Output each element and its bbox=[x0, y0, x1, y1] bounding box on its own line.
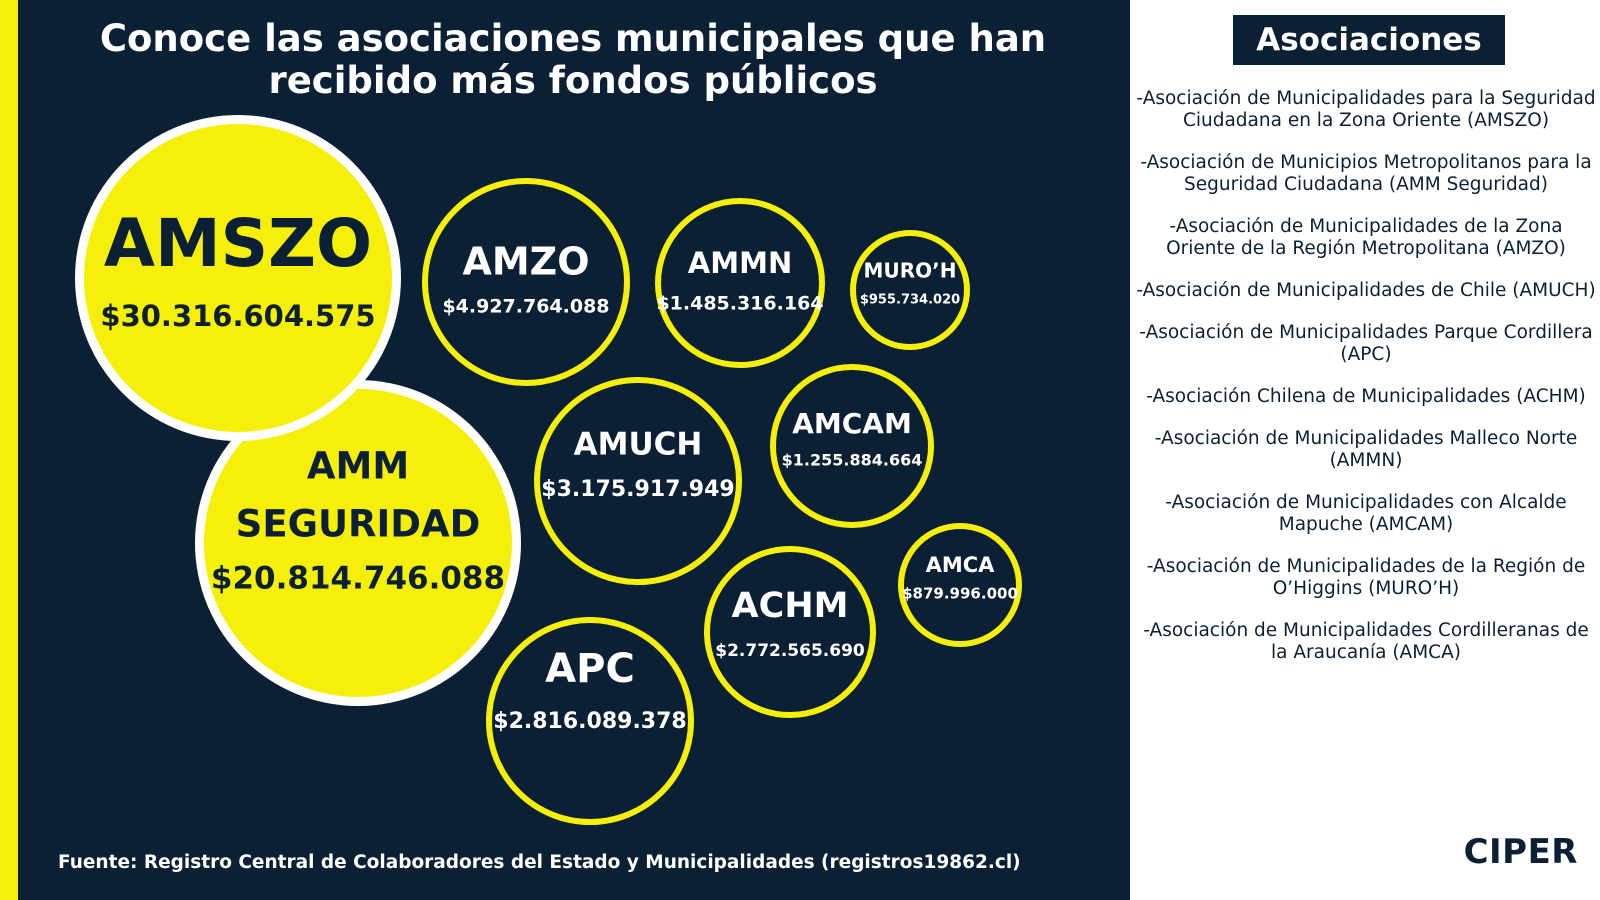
bubble-label: AMCAM bbox=[792, 407, 912, 440]
bubble-label: AMZO bbox=[462, 239, 590, 284]
association-item: -Asociación de Municipalidades con Alcalde Mapuche (AMCAM) bbox=[1165, 492, 1567, 535]
source-note: Fuente: Registro Central de Colaboradores del Estado y Municipalidades (registros19862.cl) bbox=[58, 852, 1021, 873]
bubble-amca bbox=[901, 526, 1019, 644]
bubble-ammn bbox=[656, 201, 823, 365]
association-item: -Asociación de Municipalidades Malleco Norte (AMMN) bbox=[1154, 428, 1578, 471]
bubble-label: APC bbox=[545, 646, 635, 692]
bubble-value: $1.485.316.164 bbox=[656, 292, 824, 315]
bubble-value: $4.927.764.088 bbox=[442, 295, 610, 318]
bubble-value: $955.734.020 bbox=[859, 292, 961, 308]
bubble-circle bbox=[853, 233, 967, 347]
bubble-value: $3.175.917.949 bbox=[541, 477, 735, 502]
page-title: Conoce las asociaciones municipales que han recibido más fondos públicos bbox=[99, 17, 1047, 102]
bubble-value: $2.816.089.378 bbox=[493, 709, 687, 734]
bubble-achm bbox=[707, 549, 873, 715]
ciper-logo: CIPER bbox=[1463, 832, 1578, 872]
association-item: -Asociación de Municipalidades de la Región de O’Higgins (MURO’H) bbox=[1146, 556, 1586, 599]
bubble-value: $20.814.746.088 bbox=[210, 560, 506, 597]
bubble-circle bbox=[658, 201, 822, 365]
bubble-apc bbox=[489, 620, 691, 822]
bubble-label: AMMN bbox=[687, 246, 793, 280]
bubble-label: AMM bbox=[306, 444, 410, 488]
bubble-value: $879.996.000 bbox=[902, 584, 1018, 603]
bubble-amcam bbox=[773, 367, 931, 525]
bubble-amszo bbox=[75, 115, 401, 441]
association-list bbox=[1136, 88, 1596, 684]
bubble-label: AMSZO bbox=[103, 205, 373, 283]
sidebar-heading: Asociaciones bbox=[1233, 15, 1505, 65]
bubble-value: $30.316.604.575 bbox=[100, 299, 376, 333]
association-item: -Asociación Chilena de Municipalidades (ACHM) bbox=[1146, 386, 1586, 407]
bubble-value: $2.772.565.690 bbox=[715, 641, 865, 661]
bubble-circle bbox=[773, 367, 931, 525]
bubble-label: AMCA bbox=[925, 553, 995, 577]
association-item: -Asociación de Municipios Metropolitanos para la Seguridad Ciudadana (AMM Seguridad) bbox=[1140, 152, 1592, 195]
bubble-value: $1.255.884.664 bbox=[781, 450, 923, 470]
main-panel bbox=[18, 0, 1130, 900]
bubble-amuch bbox=[537, 380, 739, 582]
association-item: -Asociación de Municipalidades de la Zona Oriente de la Región Metropolitana (AMZO) bbox=[1166, 216, 1566, 259]
association-item: -Asociación de Municipalidades Cordilleranas de la Araucanía (AMCA) bbox=[1143, 620, 1589, 663]
association-item: -Asociación de Municipalidades de Chile (AMUCH) bbox=[1136, 280, 1596, 301]
bubble-label: SEGURIDAD bbox=[235, 502, 481, 546]
association-item: -Asociación de Municipalidades para la Seguridad Ciudadana en la Zona Oriente (AMSZO) bbox=[1136, 88, 1596, 131]
bubble-label: AMUCH bbox=[573, 426, 703, 463]
bubble-label: ACHM bbox=[731, 586, 849, 626]
bubble-amzo bbox=[425, 181, 627, 383]
accent-strip bbox=[0, 0, 18, 900]
bubble-chart bbox=[18, 0, 1130, 900]
bubble-muro-h bbox=[853, 233, 967, 347]
sidebar bbox=[1130, 0, 1600, 900]
bubble-label: MURO’H bbox=[863, 258, 957, 283]
bubble-circle bbox=[707, 549, 873, 715]
association-item: -Asociación de Municipalidades Parque Cordillera (APC) bbox=[1139, 322, 1593, 365]
